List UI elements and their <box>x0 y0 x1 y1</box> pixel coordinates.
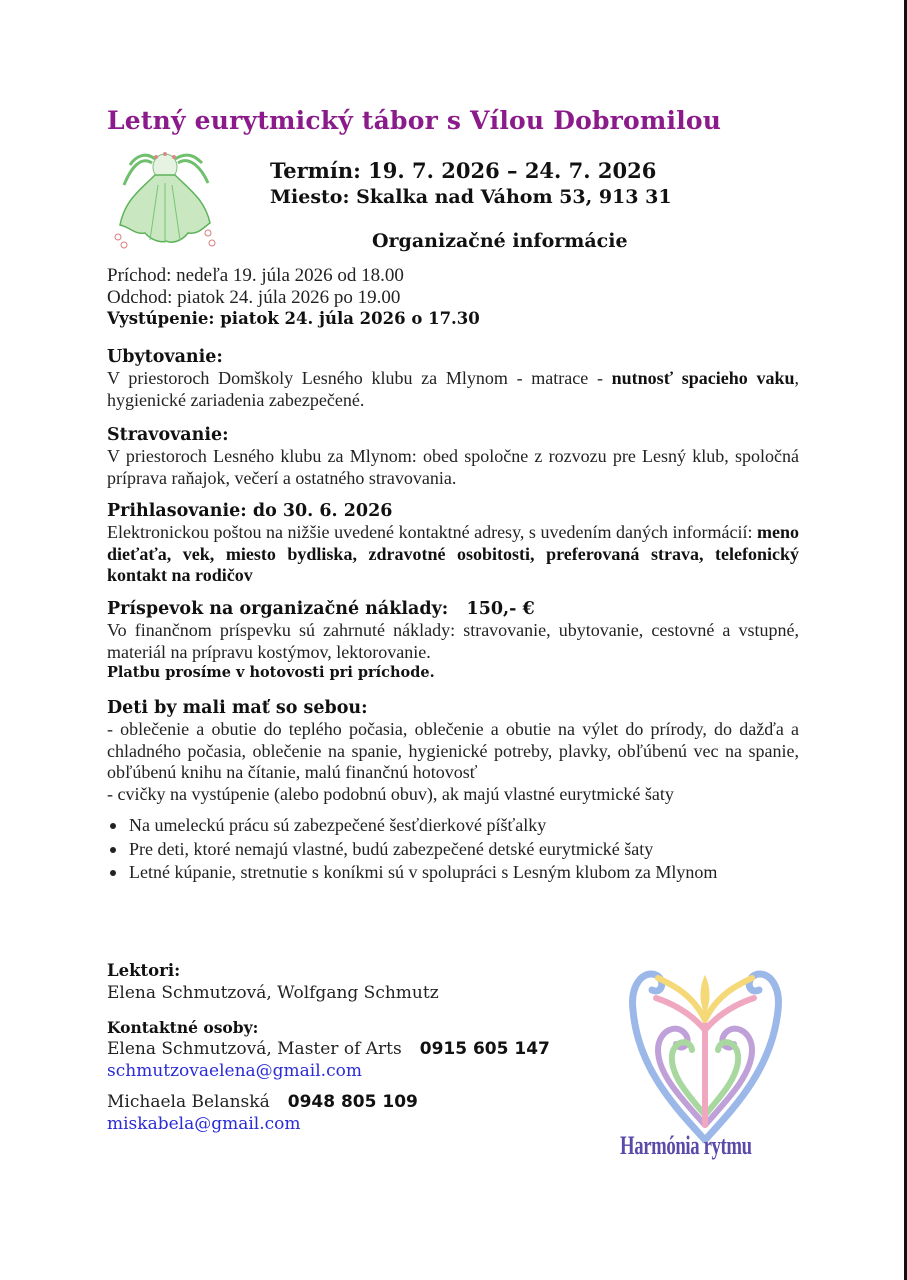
lecturers-names: Elena Schmutzová, Wolfgang Schmutz <box>107 983 439 1003</box>
fee-text: Vo finančnom príspevku sú zahrnuté náklady: stravovanie, ubytovanie, cestovné a vstupné, materiál na prípravu kostýmov, lektorovanie. <box>107 620 799 662</box>
packing-heading: Deti by mali mať so sebou: <box>107 698 368 718</box>
contact-email-link[interactable]: schmutzovaelena@gmail.com <box>107 1061 362 1081</box>
fairy-illustration <box>110 145 220 255</box>
fee-section <box>107 598 799 683</box>
bullet-text: Pre deti, ktoré nemajú vlastné, budú zabezpečené detské eurytmické šaty <box>129 838 654 859</box>
performance-line: Vystúpenie: piatok 24. júla 2026 o 17.30 <box>107 309 480 328</box>
catering-section <box>107 424 799 489</box>
fee-amount: 150,- € <box>466 599 535 619</box>
contact-phone: 0948 805 109 <box>287 1092 418 1112</box>
bullet-item <box>107 862 799 884</box>
bullet-icon <box>110 847 116 853</box>
arrival-line: Príchod: nedeľa 19. júla 2026 od 18.00 <box>107 265 404 286</box>
event-place: Miesto: Skalka nad Váhom 53, 913 31 <box>270 186 672 208</box>
info-bullets <box>107 815 799 884</box>
accommodation-text-start: V priestoroch Domškoly Lesného klubu za Mlynom - matrace - <box>107 368 612 388</box>
event-term: Termín: 19. 7. 2026 – 24. 7. 2026 <box>270 158 657 183</box>
accommodation-text <box>107 368 799 411</box>
contact-phone: 0915 605 147 <box>419 1039 550 1059</box>
logo-text: Harmónia rytmu <box>620 1131 752 1160</box>
bullet-item <box>107 815 799 837</box>
accommodation-heading: Ubytovanie: <box>107 347 223 367</box>
schedule <box>107 265 799 330</box>
contacts-heading: Kontaktné osoby: <box>107 1018 259 1037</box>
registration-section <box>107 500 799 587</box>
accommodation-text-end: , hygienické zariadenia zabezpečené. <box>107 368 800 410</box>
registration-heading: Prihlasovanie: do 30. 6. 2026 <box>107 501 393 521</box>
registration-text <box>107 522 799 587</box>
contact-name: Elena Schmutzová, Master of Arts <box>107 1039 402 1059</box>
departure-line: Odchod: piatok 24. júla 2026 po 19.00 <box>107 286 401 308</box>
registration-text-start: Elektronickou poštou na nižšie uvedené kontaktné adresy, s uvedením daných informácií: <box>107 522 757 542</box>
payment-note: Platbu prosíme v hotovosti pri príchode. <box>107 664 435 681</box>
catering-heading: Stravovanie: <box>107 425 229 445</box>
page-title: Letný eurytmický tábor s Vílou Dobromilou <box>107 106 722 135</box>
contact-email-link[interactable]: miskabela@gmail.com <box>107 1114 301 1134</box>
catering-text: V priestoroch Lesného klubu za Mlynom: obed spoločne z rozvozu pre Lesný klub, spoločná príprava raňajok, večerí a ostatného stravovania. <box>107 446 799 488</box>
bullet-text: Na umeleckú prácu sú zabezpečené šesťdierkové píšťalky <box>129 815 547 835</box>
packing-item: - oblečenie a obutie do teplého počasia, oblečenie a obutie na výlet do prírody, do dažďa a chladného počasia, oblečenie na spanie, hygienické potreby, plavky, obľúbenú vec na spanie, obľúbenú knihu na čítanie, malú finančnú hotovosť <box>107 719 799 782</box>
bullet-text: Letné kúpanie, stretnutie s koníkmi sú v spolupráci s Lesným klubom za Mlynom <box>129 862 718 882</box>
registration-required-info: meno dieťaťa, vek, miesto bydliska, zdravotné osobitosti, preferovaná strava, telefonický kontakt na rodičov <box>107 522 799 585</box>
bullet-icon <box>110 870 116 876</box>
packing-item: - cvičky na vystúpenie (alebo podobnú obuv), ak majú vlastné eurytmické šaty <box>107 783 674 804</box>
lecturers-heading: Lektori: <box>107 961 181 980</box>
bullet-icon <box>110 823 116 829</box>
fee-heading <box>107 598 799 620</box>
contact-name: Michaela Belanská <box>107 1092 270 1112</box>
accommodation-text-bold: nutnosť spacieho vaku <box>611 368 795 388</box>
bullet-item <box>107 839 799 861</box>
packing-section <box>107 697 799 886</box>
fee-heading-label: Príspevok na organizačné náklady: <box>107 599 449 619</box>
section-title-org-info: Organizačné informácie <box>372 230 628 252</box>
accommodation-section <box>107 346 799 411</box>
